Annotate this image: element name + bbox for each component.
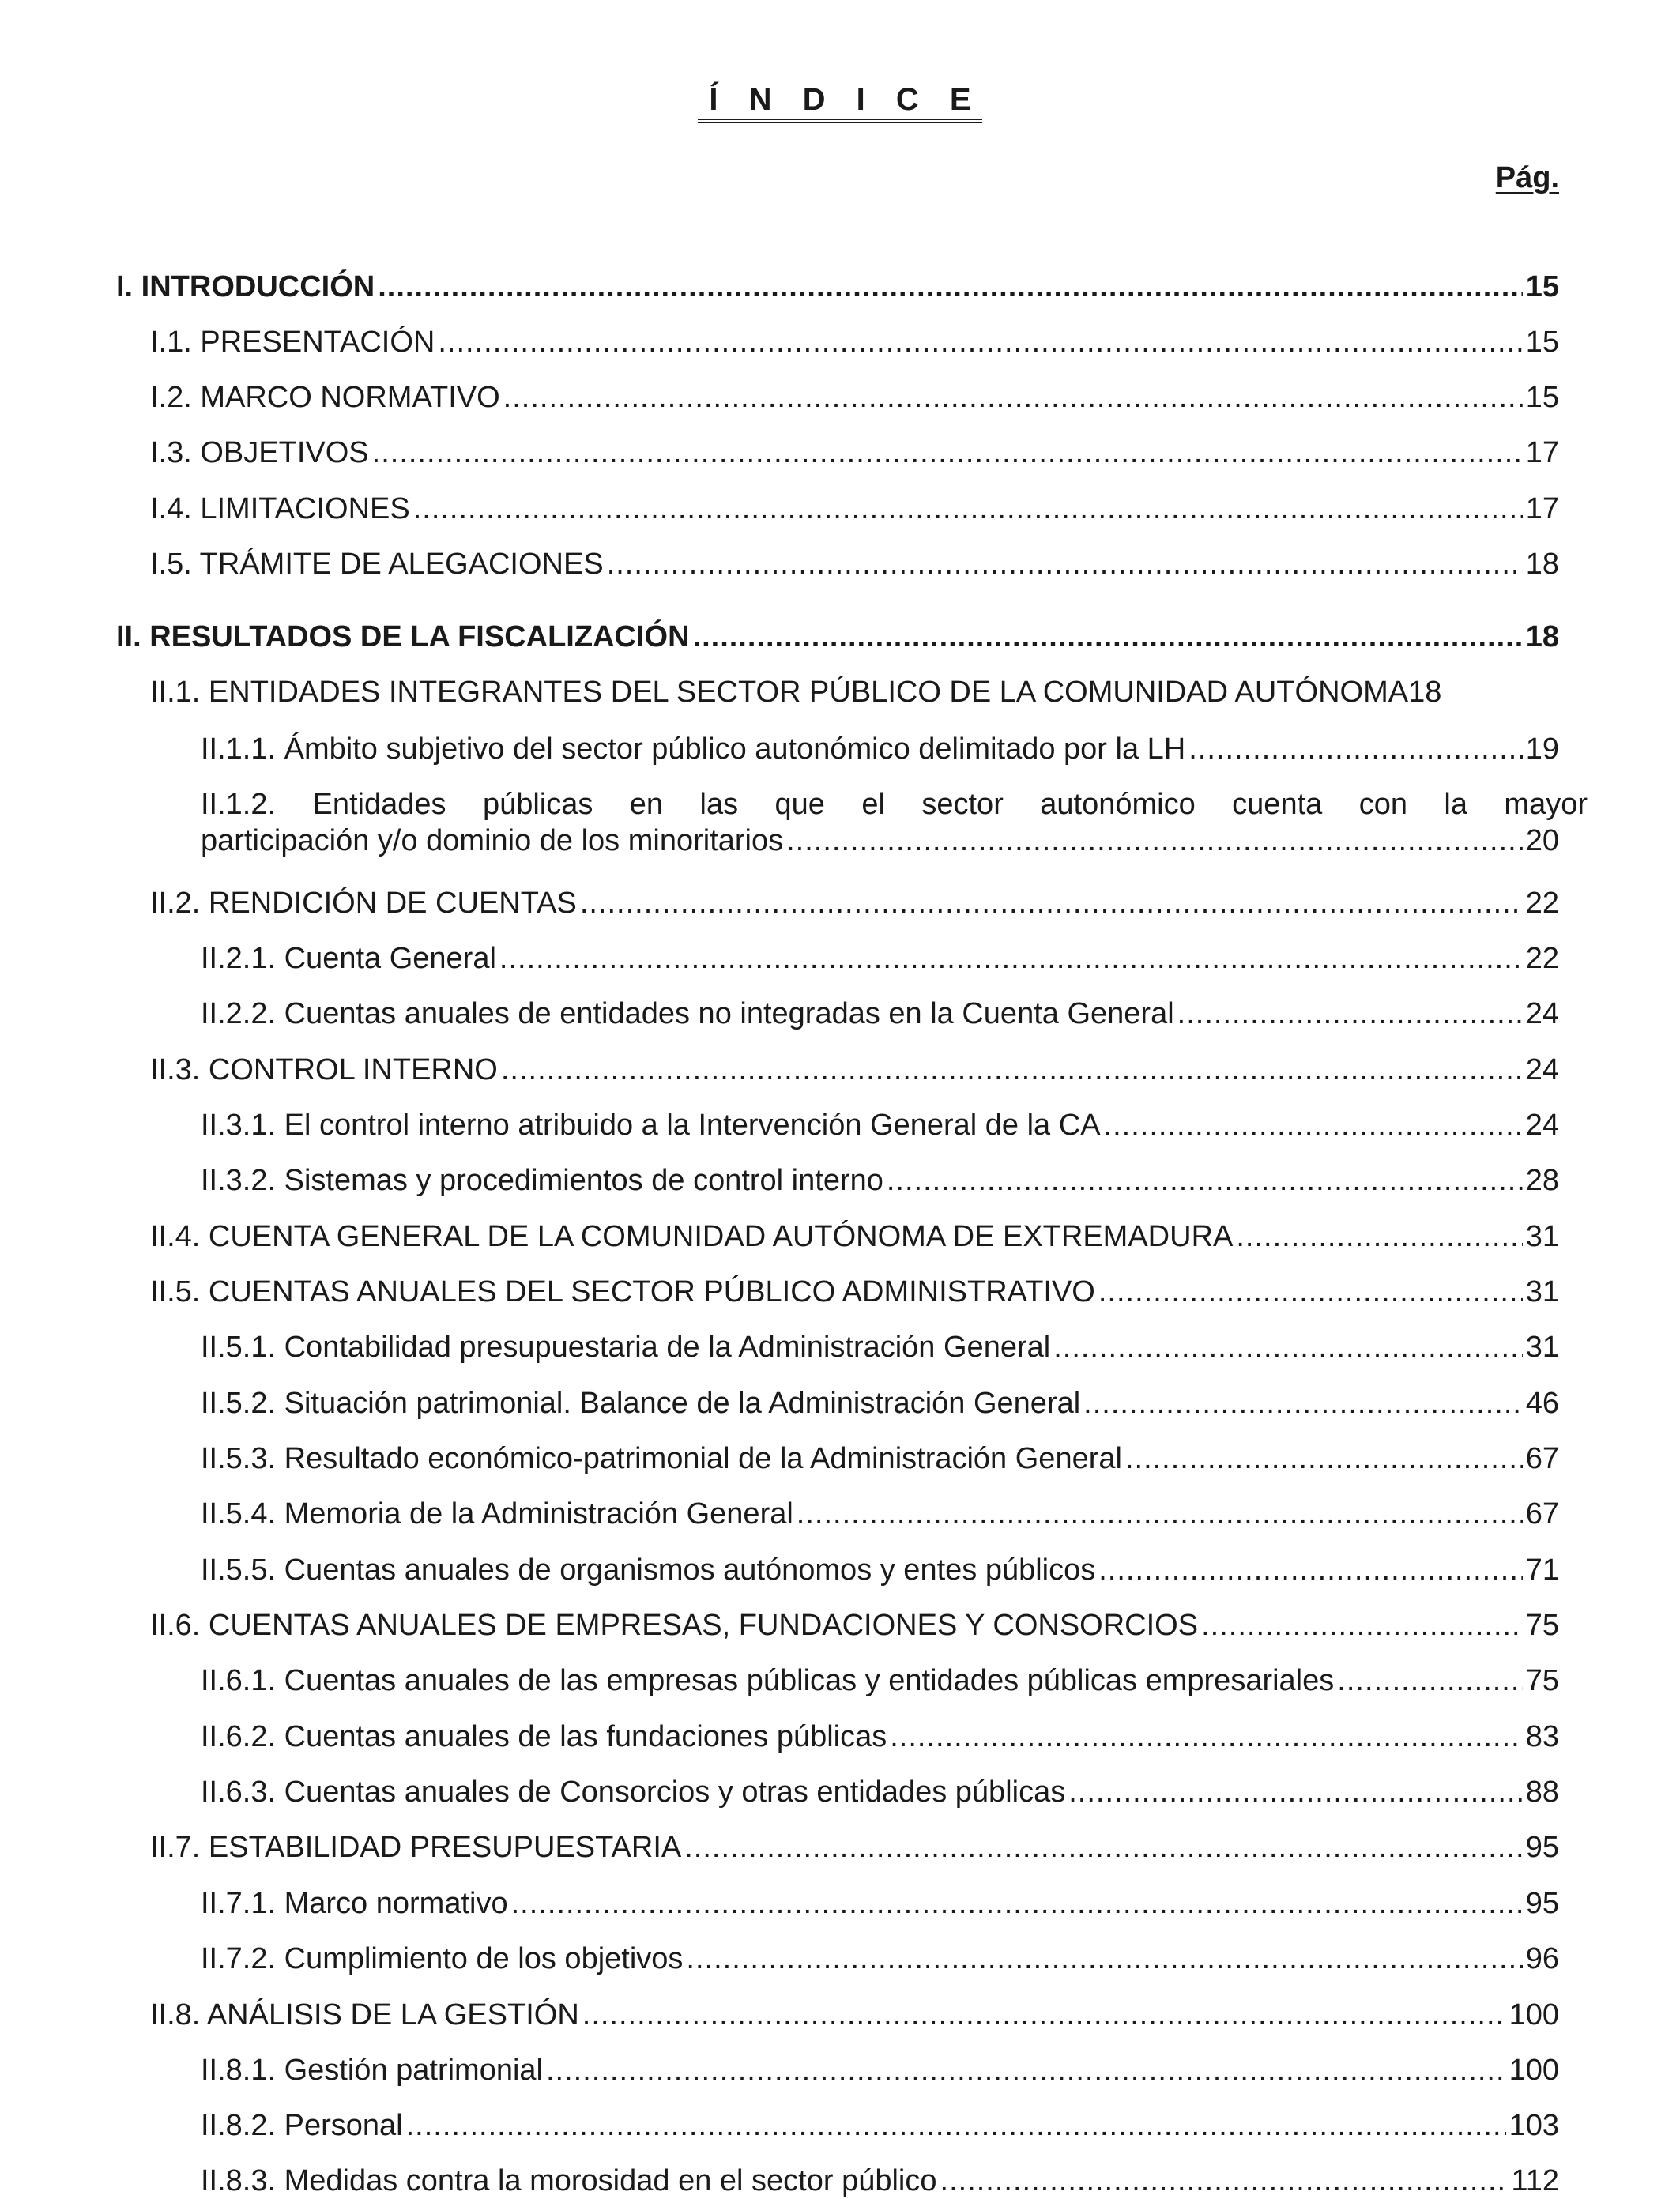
toc-entry[interactable] <box>116 2107 1559 2144</box>
toc-entry-label: II.6.1. Cuentas anuales de las empresas públicas y entidades públicas empresariales <box>201 1664 1335 1697</box>
toc-entry-page-number: 31 <box>1525 1331 1559 1364</box>
dot-leader <box>1098 1274 1523 1310</box>
toc-entry[interactable] <box>116 1829 1559 1866</box>
toc-entry-label: I.4. LIMITACIONES <box>150 492 410 525</box>
toc-entry-page-number: 31 <box>1525 1275 1559 1308</box>
dot-leader <box>887 1162 1523 1199</box>
toc-entry-page-number: 18 <box>1408 676 1442 709</box>
index-title: Í N D I C E <box>0 82 1680 123</box>
toc-entry-label: II.3. CONTROL INTERNO <box>150 1053 498 1086</box>
toc-entry-label: II.6. CUENTAS ANUALES DE EMPRESAS, FUNDACIONES Y CONSORCIOS <box>150 1609 1199 1642</box>
toc-entry-label: II.3.1. El control interno atribuido a la Intervención General de la CA <box>201 1109 1101 1142</box>
dot-leader <box>1068 1774 1523 1810</box>
toc-entry-page-number: 24 <box>1525 1109 1559 1142</box>
toc-entry[interactable] <box>116 2163 1559 2199</box>
toc-entry-label: II.5. CUENTAS ANUALES DEL SECTOR PÚBLICO ADMINISTRATIVO <box>150 1275 1095 1308</box>
toc-entry[interactable] <box>116 1052 1559 1088</box>
toc-entry-label: II.6.2. Cuentas anuales de las fundaciones públicas <box>201 1720 887 1753</box>
toc-entry[interactable] <box>116 1552 1559 1588</box>
toc-entry-label: II.8.2. Personal <box>201 2109 403 2142</box>
toc-entry-label: II.8. ANÁLISIS DE LA GESTIÓN <box>150 1998 579 2031</box>
toc-entry-label: II.1. ENTIDADES INTEGRANTES DEL SECTOR PÚBLICO DE LA COMUNIDAD AUTÓNOMA <box>150 676 1409 709</box>
toc-entry[interactable] <box>116 1607 1559 1644</box>
toc-entry-label-line1: II.1.2. Entidades públicas en las que el sector autonómico cuenta con la mayor <box>201 788 1588 821</box>
toc-entry-page-number: 83 <box>1525 1720 1559 1753</box>
dot-leader <box>786 823 1523 859</box>
toc-entry[interactable] <box>116 1274 1559 1310</box>
toc-entry-page-number: 15 <box>1525 270 1559 303</box>
toc-entry-page-number: 67 <box>1525 1497 1559 1531</box>
toc-entry-page-number: 22 <box>1525 942 1559 975</box>
toc-entry-label: II.8.3. Medidas contra la morosidad en el sector público <box>201 2164 937 2197</box>
toc-entry[interactable] <box>116 1941 1559 1977</box>
toc-entry-page-number: 100 <box>1509 1998 1559 2031</box>
toc-entry[interactable] <box>116 1662 1559 1699</box>
toc-entry-label: II.8.1. Gestión patrimonial <box>201 2054 543 2087</box>
toc-entry-page-number: 17 <box>1525 492 1559 525</box>
toc-entry-label: II.1.1. Ámbito subjetivo del sector público autonómico delimitado por la LH <box>201 732 1186 766</box>
dot-leader <box>1125 1440 1523 1477</box>
toc-entry[interactable] <box>116 1774 1559 1810</box>
toc-entry[interactable] <box>116 491 1559 527</box>
toc-entry-label: I.2. MARCO NORMATIVO <box>150 381 500 414</box>
toc-entry-page-number: 18 <box>1525 620 1559 653</box>
toc-entry-page-number: 95 <box>1525 1887 1559 1920</box>
toc-entry-page-number: 103 <box>1509 2109 1559 2142</box>
dot-leader <box>890 1719 1522 1755</box>
dot-leader <box>1104 1107 1523 1143</box>
dot-leader <box>693 619 1523 655</box>
dot-leader <box>499 940 1523 977</box>
toc-entry-page-number: 88 <box>1525 1775 1559 1809</box>
toc-entry[interactable] <box>116 1385 1559 1421</box>
toc-entry-label: II.7.2. Cumplimiento de los objetivos <box>201 1942 684 1975</box>
toc-entry-page-number: 20 <box>1525 824 1559 857</box>
dot-leader <box>1098 1552 1522 1588</box>
dot-leader <box>582 1997 1506 2033</box>
toc-entry-page-number: 18 <box>1525 548 1559 581</box>
dot-leader <box>1188 731 1522 767</box>
dot-leader <box>797 1496 1523 1532</box>
toc-entry-label: II.5.3. Resultado económico-patrimonial de la Administración General <box>201 1442 1122 1475</box>
dot-leader <box>501 1052 1523 1088</box>
toc-entry-label: II. RESULTADOS DE LA FISCALIZACIÓN <box>116 620 690 653</box>
toc-entry-page-number: 24 <box>1525 997 1559 1030</box>
toc-entry-label: II.7. ESTABILIDAD PRESUPUESTARIA <box>150 1831 682 1864</box>
toc-entry-page-number: 75 <box>1525 1664 1559 1697</box>
dot-leader <box>580 885 1523 921</box>
page-column-header: Pág. <box>1495 161 1559 194</box>
toc-entry-label: II.5.5. Cuentas anuales de organismos autónomos y entes públicos <box>201 1553 1096 1587</box>
toc-entry-page-number: 46 <box>1525 1387 1559 1420</box>
toc-entry-page-number: 112 <box>1511 2164 1559 2197</box>
toc-entry-page-number: 71 <box>1525 1553 1559 1587</box>
toc-entry[interactable] <box>116 435 1559 471</box>
dot-leader <box>1337 1662 1522 1699</box>
toc-entry[interactable] <box>116 2052 1559 2088</box>
toc-entry[interactable] <box>116 674 1559 710</box>
toc-entry[interactable] <box>116 1218 1559 1255</box>
toc-entry[interactable] <box>116 885 1559 921</box>
toc-entry-page-number: 31 <box>1525 1220 1559 1253</box>
toc-entry-label: II.2. RENDICIÓN DE CUENTAS <box>150 887 577 920</box>
toc-entry-label: II.4. CUENTA GENERAL DE LA COMUNIDAD AUTÓNOMA DE EXTREMADURA <box>150 1220 1234 1253</box>
dot-leader <box>546 2052 1506 2088</box>
toc-entry-page-number: 19 <box>1525 732 1559 766</box>
toc-entry-page-number: 95 <box>1525 1831 1559 1864</box>
dot-leader <box>684 1829 1523 1866</box>
toc-entry[interactable] <box>116 379 1559 416</box>
toc-entry[interactable] <box>116 1329 1559 1365</box>
toc-entry[interactable] <box>116 1162 1559 1199</box>
toc-entry[interactable] <box>116 1885 1559 1922</box>
dot-leader <box>378 269 1523 305</box>
dot-leader <box>1236 1218 1522 1255</box>
toc-entry-page-number: 75 <box>1525 1609 1559 1642</box>
toc-entry[interactable] <box>116 940 1559 977</box>
dot-leader <box>511 1885 1523 1922</box>
toc-entry[interactable] <box>116 731 1559 767</box>
dot-leader <box>607 546 1523 582</box>
toc-entry-label: II.3.2. Sistemas y procedimientos de control interno <box>201 1164 883 1197</box>
toc-entry-label: I.3. OBJETIVOS <box>150 436 369 469</box>
toc-entry-page-number: 15 <box>1525 326 1559 359</box>
toc-entry[interactable] <box>116 324 1559 360</box>
toc-entry-label: participación y/o dominio de los minoritarios <box>201 824 784 857</box>
toc-entry[interactable] <box>116 996 1559 1032</box>
toc-entry-label: II.5.4. Memoria de la Administración General <box>201 1497 793 1531</box>
toc-entry[interactable] <box>116 1719 1559 1755</box>
toc-entry[interactable] <box>116 786 1588 859</box>
toc-entry-page-number: 67 <box>1525 1442 1559 1475</box>
dot-leader <box>1177 996 1523 1032</box>
dot-leader <box>1201 1607 1523 1644</box>
dot-leader <box>503 379 1523 416</box>
toc-entry[interactable] <box>116 1107 1559 1143</box>
toc-entry-page-number: 100 <box>1509 2054 1559 2087</box>
toc-entry[interactable] <box>116 1440 1559 1477</box>
toc-entry-label: II.5.1. Contabilidad presupuestaria de la Administración General <box>201 1331 1051 1364</box>
dot-leader <box>940 2163 1509 2199</box>
dot-leader <box>1053 1329 1523 1365</box>
dot-leader <box>686 1941 1522 1977</box>
toc-entry-page-number: 96 <box>1525 1942 1559 1975</box>
dot-leader <box>438 324 1522 360</box>
toc-entry-page-number: 22 <box>1525 887 1559 920</box>
toc-entry-label: I.5. TRÁMITE DE ALEGACIONES <box>150 548 604 581</box>
toc-entry-label: I.1. PRESENTACIÓN <box>150 326 435 359</box>
toc-entry-label: II.5.2. Situación patrimonial. Balance de la Administración General <box>201 1387 1081 1420</box>
toc-entry-label: II.2.1. Cuenta General <box>201 942 496 975</box>
toc-entry-label: II.6.3. Cuentas anuales de Consorcios y otras entidades públicas <box>201 1775 1066 1809</box>
toc-entry[interactable] <box>116 619 1559 655</box>
dot-leader <box>1083 1385 1523 1421</box>
toc-entry-page-number: 17 <box>1525 436 1559 469</box>
toc-entry-label: I. INTRODUCCIÓN <box>116 270 375 303</box>
toc-entry-page-number: 28 <box>1525 1164 1559 1197</box>
dot-leader <box>372 435 1523 471</box>
toc-entry-label: II.7.1. Marco normativo <box>201 1887 508 1920</box>
toc-entry[interactable] <box>116 1997 1559 2033</box>
dot-leader <box>413 491 1523 527</box>
toc-entry-label: II.2.2. Cuentas anuales de entidades no integradas en la Cuenta General <box>201 997 1174 1030</box>
toc-entry[interactable] <box>116 1496 1559 1532</box>
toc-entry[interactable] <box>116 269 1559 305</box>
toc-entry-page-number: 15 <box>1525 381 1559 414</box>
toc-entry[interactable] <box>116 546 1559 582</box>
dot-leader <box>406 2107 1506 2144</box>
toc-entry-page-number: 24 <box>1525 1053 1559 1086</box>
